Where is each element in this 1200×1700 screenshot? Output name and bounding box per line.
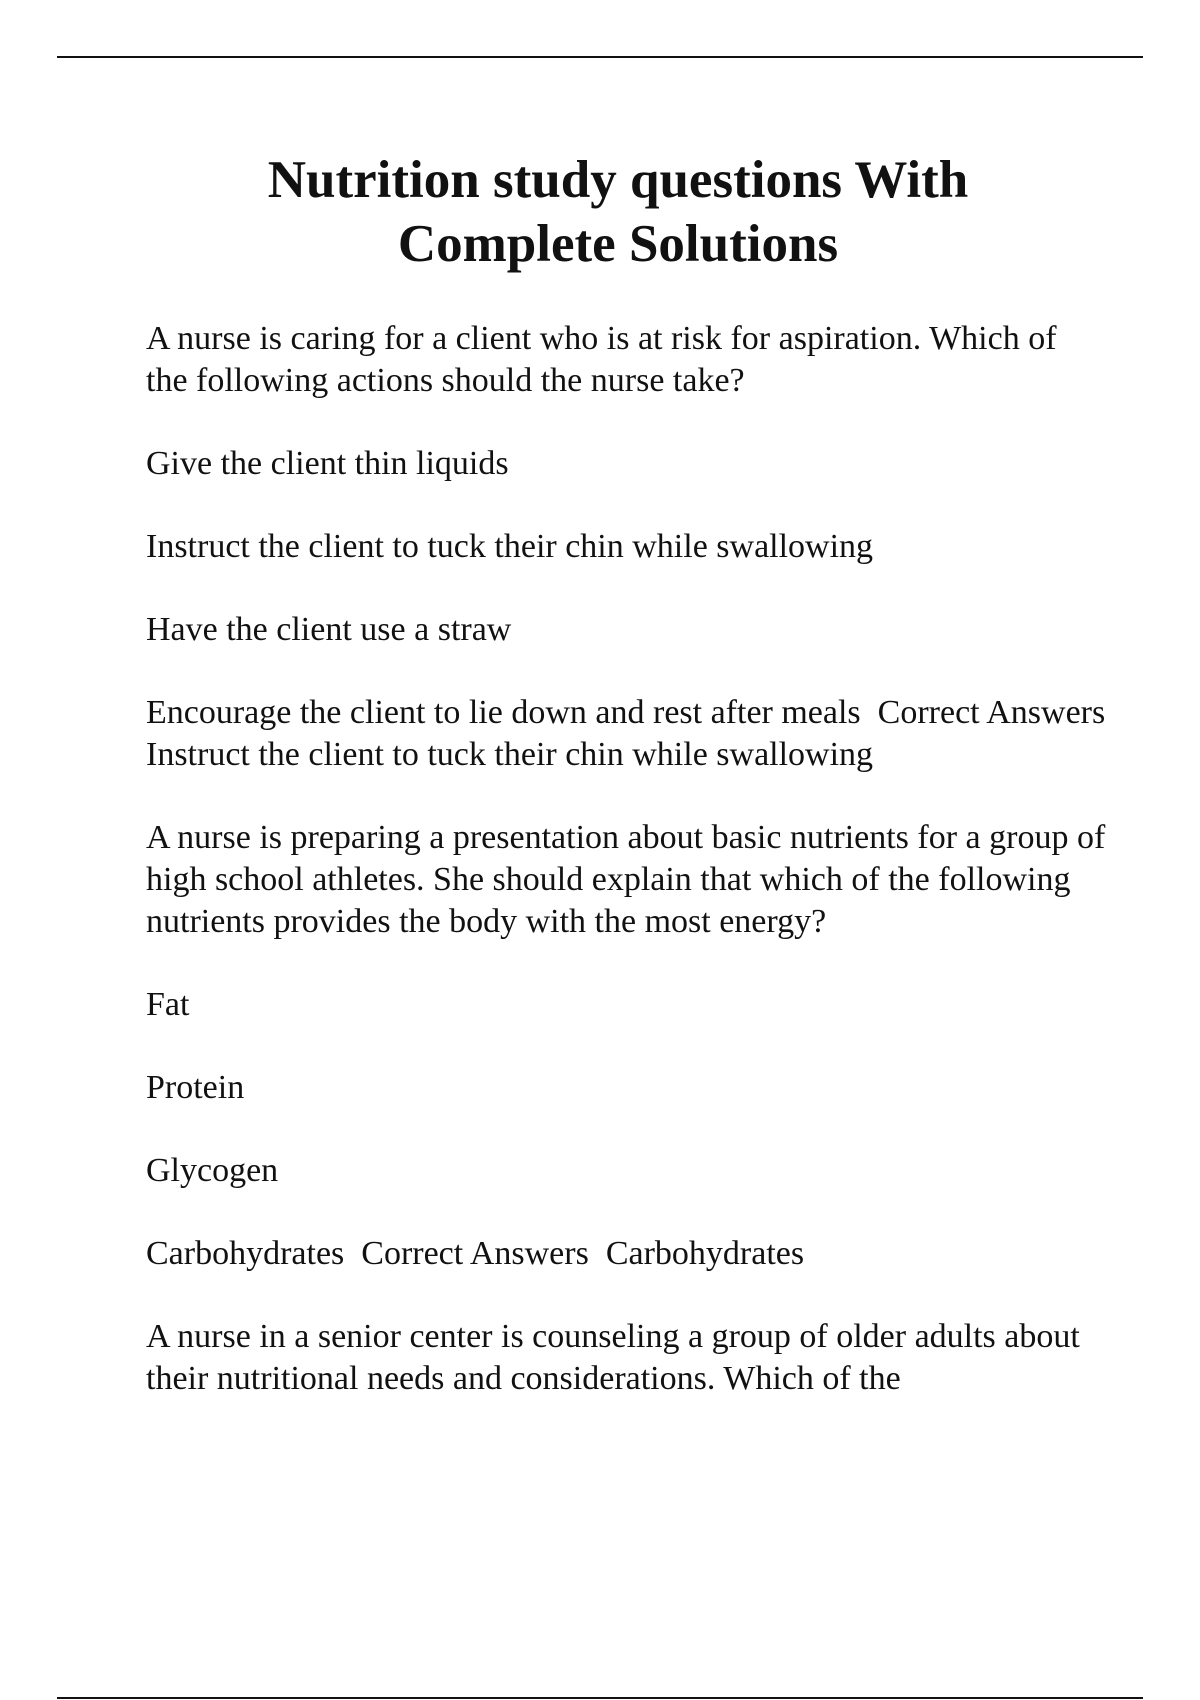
option: Give the client thin liquids xyxy=(146,445,509,482)
question-3: A nurse in a senior center is counseling a group of older adults about their nutritional needs and considerations. Which of the xyxy=(146,1318,1080,1397)
footer-rule xyxy=(57,1697,1143,1699)
title-line-2: Complete Solutions xyxy=(397,215,839,273)
option: Glycogen xyxy=(146,1152,279,1189)
header-rule xyxy=(57,56,1143,58)
page-title xyxy=(0,148,1200,276)
option: Protein xyxy=(146,1069,245,1106)
document-body xyxy=(146,318,1123,1441)
question-1: A nurse is caring for a client who is at risk for aspiration. Which of the following actions should the nurse take? xyxy=(146,320,1057,399)
question-2: A nurse is preparing a presentation about basic nutrients for a group of high school athletes. She should explain that which of the following nutrients provides the body with the most energy? xyxy=(146,819,1106,940)
option: Fat xyxy=(146,986,190,1023)
title-line-1: Nutrition study questions With xyxy=(267,151,969,209)
option-with-answer: Carbohydrates Correct Answers Carbohydrates xyxy=(146,1235,805,1272)
option: Instruct the client to tuck their chin while swallowing xyxy=(146,528,874,565)
option-with-answer: Encourage the client to lie down and rest after meals Correct Answers Instruct the client to tuck their chin while swallowing xyxy=(146,694,1123,773)
option: Have the client use a straw xyxy=(146,611,512,648)
